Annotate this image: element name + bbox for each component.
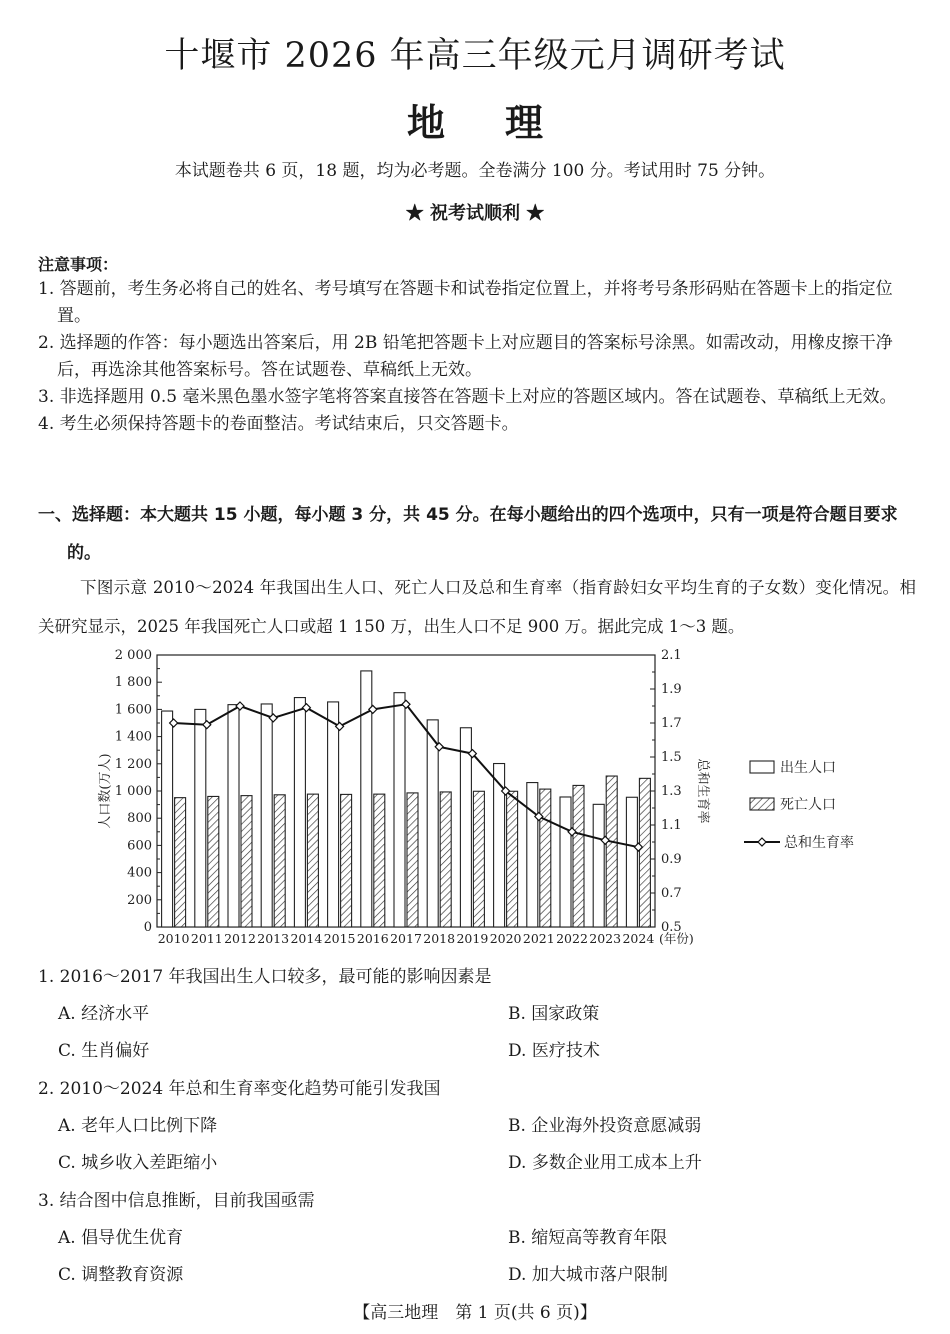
x-tick-label: 2011	[190, 931, 223, 946]
population-chart	[95, 645, 865, 950]
right-tick-label: 1.1	[661, 818, 682, 833]
good-luck-banner: ★ 祝考试顺利 ★	[405, 203, 545, 224]
births-bar	[626, 797, 637, 927]
left-tick-label: 2 000	[114, 648, 152, 663]
question-2-option-a[interactable]: A. 老年人口比例下降	[58, 1116, 218, 1136]
deaths-bar	[573, 785, 584, 927]
births-bar	[560, 797, 571, 927]
x-tick-label: 2019	[456, 931, 489, 946]
question-3-option-b[interactable]: B. 缩短高等教育年限	[508, 1228, 668, 1248]
deaths-bar	[374, 794, 385, 927]
right-tick-label: 0.7	[661, 886, 682, 901]
right-tick-label: 1.7	[661, 716, 682, 731]
question-3-option-c[interactable]: C. 调整教育资源	[58, 1265, 184, 1285]
deaths-bar	[208, 796, 219, 927]
question-3-stem: 3. 结合图中信息推断，目前我国亟需	[38, 1191, 315, 1211]
x-tick-label: 2016	[356, 931, 389, 946]
deaths-bar	[540, 789, 551, 927]
x-tick-label: 2010	[157, 931, 190, 946]
legend-tfr-marker	[758, 838, 766, 846]
left-tick-label: 400	[127, 865, 152, 881]
births-bar	[228, 705, 239, 927]
deaths-bar	[473, 791, 484, 927]
deaths-bar	[507, 791, 518, 927]
deaths-bar	[407, 793, 418, 927]
left-axis-title: 人口数(万人)	[98, 753, 113, 829]
question-2-option-d[interactable]: D. 多数企业用工成本上升	[508, 1153, 702, 1173]
notice-title: 注意事项：	[38, 255, 119, 274]
right-tick-label: 1.3	[661, 784, 682, 799]
left-tick-label: 1 200	[114, 756, 152, 772]
notice-item: 3. 非选择题用 0.5 毫米黑色墨水签字笔将答案直接答在答题卡上对应的答题区域内。答在试题卷、草稿纸上无效。	[38, 387, 897, 407]
x-tick-label: 2015	[323, 931, 356, 946]
notice-item: 1. 答题前，考生务必将自己的姓名、考号填写在答题卡和试卷指定位置上，并将考号条形码贴在答题卡上的指定位置。	[38, 279, 893, 326]
legend-deaths-label: 死亡人口	[780, 797, 836, 813]
left-tick-label: 1 000	[114, 784, 152, 799]
question-2-option-b[interactable]: B. 企业海外投资意愿减弱	[508, 1116, 702, 1136]
left-tick-label: 1 600	[114, 702, 152, 718]
question-1-option-a[interactable]: A. 经济水平	[58, 1004, 150, 1024]
x-tick-label: 2023	[589, 931, 622, 946]
deaths-bar	[241, 796, 252, 927]
x-tick-label: 2022	[556, 931, 588, 946]
exam-title: 十堰市 2026 年高三年级元月调研考试	[164, 36, 786, 76]
right-tick-label: 2.1	[661, 648, 682, 663]
notice-item: 4. 考生必须保持答题卡的卷面整洁。考试结束后，只交答题卡。	[38, 414, 519, 434]
question-1-option-d[interactable]: D. 医疗技术	[508, 1041, 600, 1061]
notice-list	[38, 276, 918, 438]
question-1-stem: 1. 2016～2017 年我国出生人口较多，最可能的影响因素是	[38, 967, 492, 987]
left-tick-label: 200	[127, 892, 152, 908]
question-2-option-c[interactable]: C. 城乡收入差距缩小	[58, 1153, 218, 1173]
right-tick-label: 0.9	[661, 852, 682, 867]
x-tick-label: 2021	[522, 931, 555, 946]
births-bar	[427, 720, 438, 927]
births-bar	[460, 728, 471, 927]
births-bar	[294, 698, 305, 927]
x-tick-label: 2017	[390, 931, 422, 946]
legend-tfr-label: 总和生育率	[784, 835, 854, 851]
question-1-option-b[interactable]: B. 国家政策	[508, 1004, 600, 1024]
x-tick-label: 2020	[489, 931, 522, 946]
deaths-bar	[440, 792, 451, 927]
x-tick-label: 2024	[622, 931, 655, 946]
question-intro: 下图示意 2010～2024 年我国出生人口、死亡人口及总和生育率（指育龄妇女平均生育的子女数）变化情况。相关研究显示，2025 年我国死亡人口或超 1 150 万，出生人口不足 900 万。据此完成 1～3 题。	[38, 578, 916, 636]
births-bar	[394, 693, 405, 927]
left-tick-label: 1 800	[114, 675, 152, 691]
deaths-bar	[341, 794, 352, 927]
x-tick-label: 2012	[224, 931, 256, 946]
section-heading: 一、选择题：本大题共 15 小题，每小题 3 分，共 45 分。在每小题给出的四个选项中，只有一项是符合题目要求的。	[38, 505, 898, 563]
deaths-bar	[175, 798, 186, 927]
x-axis-title: (年份)	[659, 931, 694, 946]
deaths-bar	[639, 778, 650, 927]
deaths-bar	[307, 794, 318, 927]
left-tick-label: 1 400	[114, 729, 152, 745]
births-bar	[527, 783, 538, 927]
left-tick-label: 800	[127, 811, 152, 827]
births-bar	[328, 702, 339, 927]
notice-item: 2. 选择题的作答：每小题选出答案后，用 2B 铅笔把答题卡上对应题目的答案标号涂黑。如需改动，用橡皮擦干净后，再选涂其他答案标号。答在试题卷、草稿纸上无效。	[38, 333, 893, 380]
question-1-option-c[interactable]: C. 生肖偏好	[58, 1041, 150, 1061]
births-bar	[195, 709, 206, 927]
right-tick-label: 1.5	[661, 750, 682, 765]
question-2-stem: 2. 2010～2024 年总和生育率变化趋势可能引发我国	[38, 1079, 441, 1099]
right-tick-label: 1.9	[661, 682, 682, 697]
exam-description: 本试题卷共 6 页，18 题，均为必考题。全卷满分 100 分。考试用时 75 分钟。	[174, 161, 776, 181]
births-bar	[162, 711, 173, 927]
question-3-option-a[interactable]: A. 倡导优生优育	[58, 1228, 184, 1248]
deaths-bar	[274, 795, 285, 927]
x-tick-label: 2013	[257, 931, 290, 946]
question-3-option-d[interactable]: D. 加大城市落户限制	[508, 1265, 668, 1285]
births-bar	[261, 704, 272, 927]
subject-title: 地理	[406, 101, 603, 145]
legend-births-label: 出生人口	[780, 760, 836, 776]
legend-births-swatch	[750, 761, 774, 773]
right-tick-label: 0.5	[661, 920, 682, 935]
left-tick-label: 0	[143, 920, 152, 935]
x-tick-label: 2018	[423, 931, 456, 946]
legend-deaths-swatch	[750, 798, 774, 810]
x-tick-label: 2014	[290, 931, 323, 946]
right-axis-title: 总和生育率	[695, 758, 710, 824]
left-tick-label: 600	[127, 838, 152, 854]
page-footer: 【高三地理 第 1 页(共 6 页)】	[353, 1303, 597, 1323]
births-bar	[593, 804, 604, 927]
deaths-bar	[606, 776, 617, 927]
